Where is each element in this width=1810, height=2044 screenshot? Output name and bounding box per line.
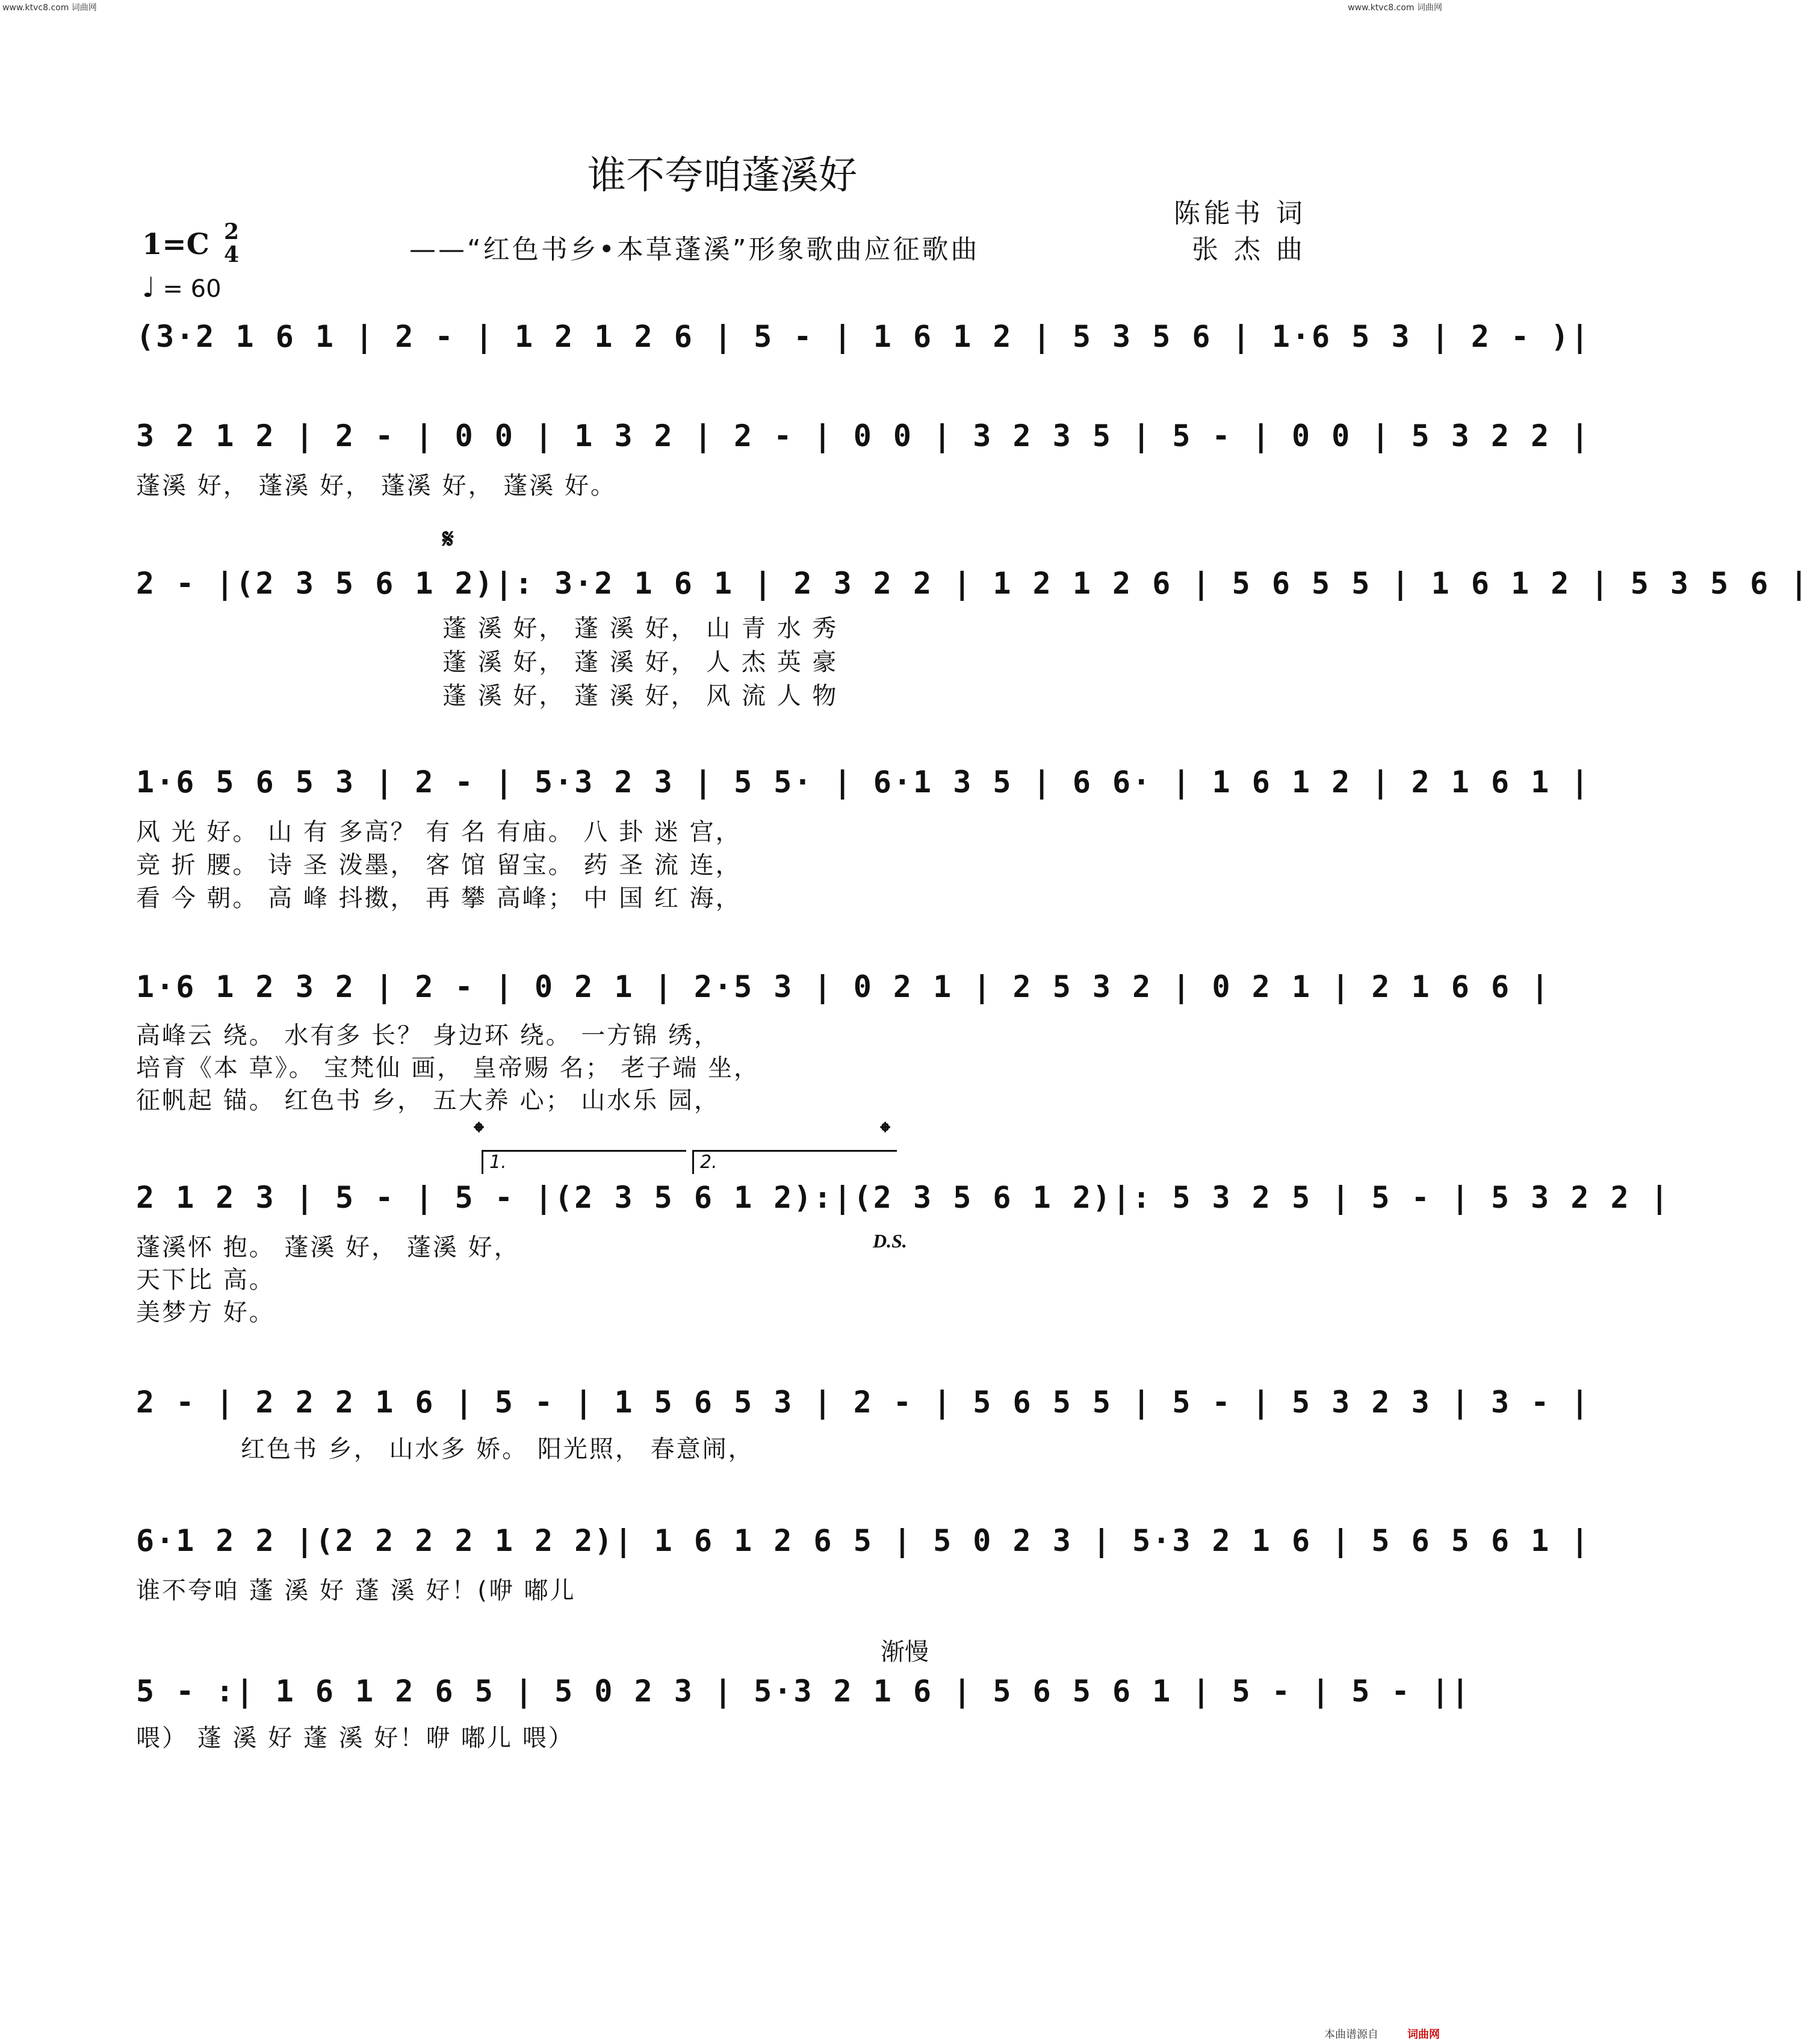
time-signature [224,220,239,266]
time-bottom: 4 [224,242,240,267]
lyrics-row-6-verse-1: 蓬溪怀 抱。 蓬溪 好， 蓬溪 好， [136,1234,520,1261]
lyrics-row-2-verse-1: 蓬溪 好， 蓬溪 好， 蓬溪 好， 蓬溪 好。 [136,472,617,500]
notation-row-6: 2 1 2 3 | 5 - | 5 - |(2 3 5 6 1 2):|(2 3 5 6 1 2)|: 5 3 2 5 | 5 - | 5 3 2 2 | [136,1180,1670,1215]
ritardando-mark: 渐慢 [881,1638,929,1666]
lyrics-row-3-verse-2: 蓬 溪 好， 蓬 溪 好， 人 杰 英 豪 [442,648,838,676]
lyrics-row-7: 红色书 乡， 山水多 娇。 阳光照， 春意闹， [241,1435,754,1463]
subtitle: ——“红色书乡•本草蓬溪”形象歌曲应征歌曲 [409,234,980,265]
site-watermark-left: www.ktvc8.com 词曲网 [2,3,97,13]
notation-row-7: 2 - | 2 2 2 1 6 | 5 - | 1 5 6 5 3 | 2 - | 5 6 5 5 | 5 - | 5 3 2 3 | 3 - | [136,1385,1591,1420]
notation-row-9: 5 - :| 1 6 1 2 6 5 | 5 0 2 3 | 5·3 2 1 6 | 5 6 5 6 1 | 5 - | 5 - || [136,1674,1471,1709]
lyrics-row-3-verse-3: 蓬 溪 好， 蓬 溪 好， 风 流 人 物 [442,682,838,710]
dal-segno-mark: D.S. [873,1230,907,1252]
quarter-note-icon: ♩ [142,271,155,303]
volta-second-ending: 2. [692,1150,897,1174]
lyrics-row-4-verse-3: 看 今 朝。 高 峰 抖擞， 再 攀 高峰； 中 国 红 海， [136,884,742,912]
lyrics-row-5-verse-3: 征帆起 锚。 红色书 乡， 五大养 心； 山水乐 园， [136,1087,721,1114]
segno-sign: 𝄋 [442,524,454,554]
footer-logo-text: 词曲网 [1407,2028,1440,2041]
notation-row-8: 6·1 2 2 |(2 2 2 2 1 2 2)| 1 6 1 2 6 5 | 5 0 2 3 | 5·3 2 1 6 | 5 6 5 6 1 | [136,1523,1591,1558]
notation-row-2: 3 2 1 2 | 2 - | 0 0 | 1 3 2 | 2 - | 0 0 | 3 2 3 5 | 5 - | 0 0 | 5 3 2 2 | [136,418,1591,453]
coda-sign-2: 𝄌 [881,1117,890,1148]
key-signature: 1=C [142,228,209,261]
tempo-value: = 60 [163,275,222,303]
notation-row-3: 2 - |(2 3 5 6 1 2)|: 3·2 1 6 1 | 2 3 2 2 | 1 2 1 2 6 | 5 6 5 5 | 1 6 1 2 | 5 3 5 6 | [136,566,1810,601]
notation-row-4: 1·6 5 6 5 3 | 2 - | 5·3 2 3 | 5 5· | 6·1 3 5 | 6 6· | 1 6 1 2 | 2 1 6 1 | [136,765,1591,800]
notation-row-5: 1·6 1 2 3 2 | 2 - | 0 2 1 | 2·5 3 | 0 2 1 | 2 5 3 2 | 0 2 1 | 2 1 6 6 | [136,969,1551,1004]
footer-source-note: 本曲谱源自 [1324,2028,1378,2041]
lyrics-row-4-verse-2: 竞 折 腰。 诗 圣 泼墨， 客 馆 留宝。 药 圣 流 连， [136,851,742,879]
lyrics-row-5-verse-2: 培育《本 草》。 宝梵仙 画， 皇帝赐 名； 老子端 坐， [136,1054,760,1082]
lyrics-row-6-verse-3: 美梦方 好。 [136,1299,275,1326]
lyrics-row-8: 谁不夸咱 蓬 溪 好 蓬 溪 好！(咿 嘟儿 [136,1577,576,1604]
lyrics-row-3-verse-1: 蓬 溪 好， 蓬 溪 好， 山 青 水 秀 [442,615,838,642]
lyrics-row-5-verse-1: 高峰云 绕。 水有多 长？ 身边环 绕。 一方锦 绣， [136,1022,721,1049]
lyricist-credit: 陈能书 词 [1174,198,1306,229]
coda-sign-1: 𝄌 [474,1117,484,1148]
composer-credit: 张 杰 曲 [1192,234,1306,265]
song-title: 谁不夸咱蓬溪好 [587,154,857,198]
lyrics-row-4-verse-1: 风 光 好。 山 有 多高？ 有 名 有庙。 八 卦 迷 宫， [136,818,742,846]
lyrics-row-6-verse-2: 天下比 高。 [136,1266,275,1294]
notation-row-1: (3·2 1 6 1 | 2 - | 1 2 1 2 6 | 5 - | 1 6 1 2 | 5 3 5 6 | 1·6 5 3 | 2 - )| [136,319,1591,354]
tempo-marking [142,271,222,303]
lyrics-row-9: 喂） 蓬 溪 好 蓬 溪 好！咿 嘟儿 喂） [136,1724,574,1752]
time-top: 2 [224,219,240,244]
volta-first-ending: 1. [482,1150,686,1174]
site-watermark-right: www.ktvc8.com 词曲网 [1348,3,1442,13]
